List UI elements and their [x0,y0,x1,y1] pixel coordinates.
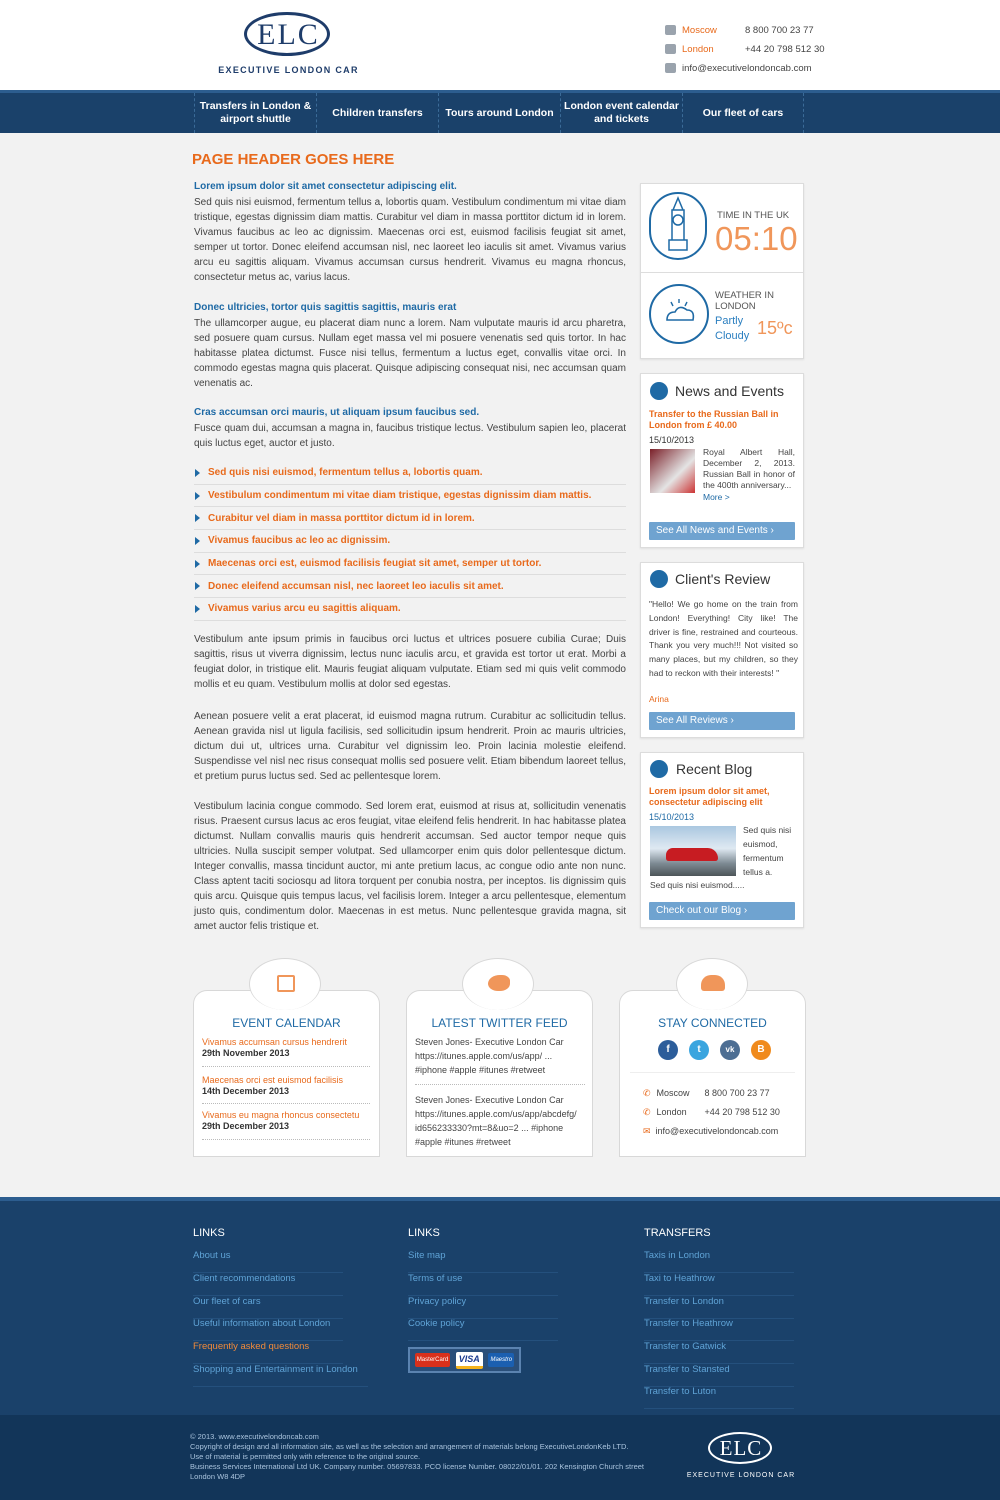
maestro-icon: Maestro [488,1353,514,1367]
list-item-label: Donec eleifend accumsan nisl, nec laoreet leo iaculis sit amet. [208,580,504,592]
list-item-label: Vivamus faucibus ac leo ac dignissim. [208,535,391,547]
list-item-label: Vivamus varius arcu eu sagittis aliquam. [208,603,401,615]
arrow-icon [195,582,200,590]
see-all-reviews-button[interactable]: See All Reviews › [649,712,795,730]
footer-col3-title: TRANSFERS [644,1227,711,1239]
contact-phone[interactable]: +44 20 798 512 30 [704,1107,780,1117]
review-widget [640,562,804,738]
weather-temperature: 15ºc [757,318,793,338]
contact-london [643,1107,780,1118]
news-headline[interactable]: Transfer to the Russian Ball in London from £ 40.00 [649,409,779,430]
list-item[interactable] [194,530,626,553]
site-header [0,0,1000,90]
twitter-badge [462,958,534,1010]
twitter-icon[interactable]: t [689,1040,709,1060]
weather-description: Partly Cloudy [715,315,750,342]
footer-col2-title: LINKS [408,1227,440,1239]
content-paragraph: Vestibulum ante ipsum primis in faucibus orci luctus et ultrices posuere cubilia Curae; Duis sagittis, risus ut viverra dignissim, lectus nunc iaculis arcu, et gravida est tortor ut erat. Morbi a feugiat dolor, in tristique elit. Mauris feugiat aliquam vulputate. Etiam sed mi quis velit commodo mollis et eu quam. Vestibulum mollis at dolor sed egestas. [194,634,626,690]
nav-item-tours[interactable]: Tours around London [438,93,560,133]
contact-city: Moscow [656,1088,690,1098]
button-label: See All News and Events [656,525,768,536]
nav-item-fleet[interactable]: Our fleet of cars [682,93,804,133]
main-nav [0,90,1000,133]
logo-mark: ELC [257,18,320,51]
contact-email [643,1126,778,1137]
calendar-icon [650,382,668,400]
blog-date: 15/10/2013 [649,812,695,822]
phone-icon [665,25,676,35]
news-thumbnail[interactable] [650,449,695,493]
arrow-icon [195,605,200,613]
content-paragraph: Sed quis nisi euismod, fermentum tellus a, lobortis quam. Vestibulum condimentum mi vitae diam tristique, egestas dignissim diam mattis. Curabitur vel diam in massa porttitor dictum id in lorem. Vivamus faucibus ac leo ac dignissim. Maecenas orci est, euismod facilisis feugiat sit amet, semper ut tortor. Donec eleifend accumsan nisl, nec laoreet leo iaculis sit amet. Vivamus varius arcu eu sagittis aliquam. Vivamus accumsan cursus hendrerit. Vivamus eu magna rhoncus, consectetur metus ac, varius lacus. [194,197,626,283]
news-title: News and Events [675,383,784,399]
time-value: 05:10 [715,220,798,257]
divider [202,1066,370,1067]
footer-link[interactable]: Taxi to Heathrow [644,1273,794,1296]
footer-link[interactable]: Frequently asked questions [193,1341,343,1364]
logo-mark: ELC [719,1436,763,1460]
news-widget [640,373,804,548]
contact-london [665,42,825,56]
blog-headline[interactable]: Lorem ipsum dolor sit amet, consectetur adipiscing elit [649,786,770,807]
list-item-label: Sed quis nisi euismod, fermentum tellus a, lobortis quam. [208,467,483,479]
cloud-sun-icon-svg [651,286,707,342]
footer-link[interactable]: Shopping and Entertainment in London [193,1364,368,1387]
event-date: 29th November 2013 [202,1048,290,1058]
contact-moscow [665,23,814,37]
see-all-news-button[interactable]: See All News and Events › [649,522,795,540]
footer-logo[interactable] [686,1432,796,1482]
phone-icon: ✆ [643,1088,651,1098]
mastercard-icon: MasterCard [415,1353,450,1367]
blog-text: Sed quis nisi euismod, fermentum tellus a. [743,825,792,877]
blog-title: Recent Blog [676,761,753,777]
mail-icon: ✉ [643,1126,651,1136]
arrow-icon [195,537,200,545]
arrow-icon [195,514,200,522]
tweet[interactable]: Steven Jones- Executive London Car https://itunes.apple.com/us/app/ ... #iphone #apple #itunes #retweet [415,1037,564,1075]
list-item[interactable] [194,575,626,598]
copyright-line: Copyright of design and all information site, as well as the selection and arrangement of materials belong ExecutiveLondonKeb LTD. [190,1442,629,1451]
review-title: Client's Review [675,571,771,587]
footer-link[interactable]: Terms of use [408,1273,558,1296]
divider [202,1103,370,1104]
review-text: "Hello! We go home on the train from London! Everything! City like! The driver is fine, restrained and courteous. Thank you very much!!! Not visited so many places, but my children, so they had to reckon with their interests! " [649,599,798,678]
button-label: See All Reviews [656,715,728,726]
content-subheading: Lorem ipsum dolor sit amet consectetur adipiscing elit. [194,181,457,192]
content-paragraph: Vestibulum lacinia congue commodo. Sed lorem erat, euismod at risus at, sollicitudin venenatis risus. Praesent cursus lacus ac eros feugiat, vitae eleifend felis hendrerit. In hac habitasse platea dictumst. Nullam convallis mauris quis hendrerit accumsan. Sed auctor tempor neque quis ultricies. Nulla suscipit semper volutpat. Sed ullamcorper enim quis dolor pellentesque dictum. Integer convallis, massa tincidunt auctor, mi ante pretium lacus, ac congue odio ante non nunc. Class aptent taciti sociosqu ad litora torquent per conubia nostra, per inceptos. Iis dignissim quis quis arcu. Quisque quis tempus lacus, vel facilisis lorem. Integer a arcu pellentesque, elementum justo quis, condimentum dolor. Maecenas in est metus. Nunc pellentesque gravida magna, sit amet auctor felis tristique et. [194,801,626,932]
bullet-list [194,462,626,621]
calendar-icon [277,975,295,992]
list-item[interactable] [194,485,626,508]
blogger-icon[interactable]: B [751,1040,771,1060]
event-calendar-title: EVENT CALENDAR [232,1016,341,1030]
payment-cards [408,1347,521,1373]
event-title[interactable]: Maecenas orci est euismod facilisis [202,1075,344,1085]
content-subheading: Donec ultricies, tortor quis sagittis sagittis, mauris erat [194,302,457,313]
users-badge [676,958,748,1010]
blog-thumbnail[interactable] [650,826,736,876]
list-item[interactable] [194,598,626,621]
footer-col1-title: LINKS [193,1227,225,1239]
tweet[interactable]: Steven Jones- Executive London Car https://itunes.apple.com/us/app/abcdefg/ id656233330?mt=8&uo=2 ... #iphone #apple #itunes #retweet [415,1095,577,1147]
contact-email [665,61,812,75]
footer-link[interactable]: Transfer to Stansted [644,1364,794,1387]
divider [202,1139,370,1140]
calendar-badge [249,958,321,1010]
phone-icon: ✆ [643,1107,651,1117]
footer-link[interactable]: Taxis in London [644,1250,794,1273]
footer-link[interactable]: Site map [408,1250,558,1273]
blog-widget [640,752,804,928]
page-title: PAGE HEADER GOES HERE [192,151,395,168]
contact-phone[interactable]: 8 800 700 23 77 [704,1088,770,1098]
content-paragraph: The ullamcorper augue, eu placerat diam nunc a lorem. Nam vulputate mauris id arcu pharetra, sed posuere quam cursus. Nullam eget massa vel mi posuere venenatis sed quis tortor. In hac habitasse platea dictumst. Fusce nisi tellus, fermentum a luctus eget, convallis vitae orci. In commodo egestas magna quis placerat. Quisque adipiscing consequat nisi, nec accumsan quam venenatis ac. [194,318,626,389]
footer-link[interactable]: Useful information about London [193,1318,343,1341]
news-date: 15/10/2013 [649,435,695,445]
mail-icon [665,63,676,73]
footer-link[interactable]: Transfer to London [644,1296,794,1319]
list-item[interactable] [194,553,626,576]
copyright-line: Use of material is permitted only with reference to the original source. [190,1452,421,1461]
document-icon [650,760,668,778]
footer-link[interactable]: Our fleet of cars [193,1296,343,1319]
contact-moscow [643,1088,770,1099]
event-date: 14th December 2013 [202,1086,290,1096]
contact-phone[interactable]: +44 20 798 512 30 [745,43,825,55]
vk-icon[interactable]: vk [720,1040,740,1060]
footer-link[interactable]: Client recommendations [193,1273,343,1296]
footer-link[interactable]: About us [193,1250,343,1273]
arrow-icon [195,560,200,568]
list-item-label: Maecenas orci est, euismod facilisis feugiat sit amet, semper ut tortor. [208,558,542,570]
divider [415,1084,585,1085]
contact-city: London [682,43,714,55]
footer-link[interactable]: Privacy policy [408,1296,558,1319]
visa-icon: VISA [456,1352,483,1369]
copyright-line[interactable]: © 2013. www.executivelondoncab.com [190,1432,319,1441]
time-label: TIME IN THE UK [717,210,790,221]
check-blog-button[interactable]: Check out our Blog › [649,902,795,920]
arrow-icon [195,469,200,477]
nav-item-events[interactable]: London event calendar and tickets [560,93,682,133]
big-ben-icon-svg [651,194,705,258]
copyright-line: Business Services International Ltd UK. Company number. 05697833. PCO license Number. 08022/01/01. 202 Kensington Church street [190,1462,645,1471]
users-icon [701,975,725,991]
chat-icon [650,570,668,588]
divider [630,1072,795,1073]
content-subheading: Cras accumsan orci mauris, ut aliquam ipsum faucibus sed. [194,407,480,418]
copyright-line: London W8 4DP [190,1472,246,1481]
list-item[interactable] [194,462,626,485]
contact-city: London [656,1107,687,1117]
contact-email-link[interactable]: info@executivelondoncab.com [655,1126,779,1136]
facebook-icon[interactable]: f [658,1040,678,1060]
button-label: Check out our Blog [656,905,742,916]
news-text: Royal Albert Hall, December 2, 2013. Russian Ball in honor of the 400th anniversary... [703,447,795,490]
blog-text-more: Sed quis nisi euismod..... [650,880,745,890]
arrow-icon [195,492,200,500]
contact-email-link[interactable]: info@executivelondoncab.com [682,62,812,74]
content-paragraph: Aenean posuere velit a erat placerat, id euismod magna rutrum. Curabitur ac sollicitudin tellus. Aenean gravida nisl ut ligula facilisis, sed sollicitudin ipsum hendrerit. Proin ac mauris ultricies, dictum dui ut, ultrices urna. Curabitur vel dignissim leo. Proin lacinia molestie eleifend. Suspendisse vel nisl nec risus consequat mollis sed posuere velit. Etiam bibendum laoreet tellus, et pretium purus luctus sed. Sed ac pellentesque lorem. [194,711,626,782]
list-item-label: Curabitur vel diam in massa porttitor dictum id in lorem. [208,512,475,524]
big-ben-icon [649,192,707,260]
twitter-icon [488,975,510,991]
stay-connected-title: STAY CONNECTED [658,1016,767,1030]
logo[interactable] [216,10,361,76]
nav-item-children[interactable]: Children transfers [316,93,438,133]
logo-tagline: EXECUTIVE LONDON CAR [218,65,359,75]
logo-tagline: EXECUTIVE LONDON CAR [686,1472,796,1479]
contact-city: Moscow [682,24,717,36]
footer-link[interactable]: Transfer to Gatwick [644,1341,794,1364]
footer-link[interactable]: Transfer to Heathrow [644,1318,794,1341]
footer-link[interactable]: Transfer to Luton [644,1386,794,1409]
time-weather-widget [640,183,804,359]
cloud-sun-icon [649,284,709,344]
footer-link[interactable]: Cookie policy [408,1318,558,1341]
event-title[interactable]: Vivamus accumsan cursus hendrerit [202,1037,347,1047]
car-icon [666,848,718,861]
list-item[interactable] [194,507,626,530]
nav-item-transfers[interactable]: Transfers in London & airport shuttle [194,93,316,133]
event-title[interactable]: Vivamus eu magna rhoncus consectetu [202,1110,360,1120]
copyright-text [190,1432,670,1482]
weather-label: WEATHER IN LONDON [715,290,774,312]
list-item-label: Vestibulum condimentum mi vitae diam tristique, egestas dignissim diam mattis. [208,490,592,502]
event-date: 29th December 2013 [202,1121,290,1131]
news-more-link[interactable]: More > [703,492,730,502]
phone-icon [665,44,676,54]
review-author: Arina [649,694,669,704]
content-paragraph: Fusce quam dui, accumsan a magna in, faucibus tristique lectus. Vestibulum sapien leo, placerat quis luctus eget, auctor et justo. [194,423,626,449]
divider [641,272,803,273]
contact-phone[interactable]: 8 800 700 23 77 [745,24,814,36]
twitter-title: LATEST TWITTER FEED [431,1016,568,1030]
